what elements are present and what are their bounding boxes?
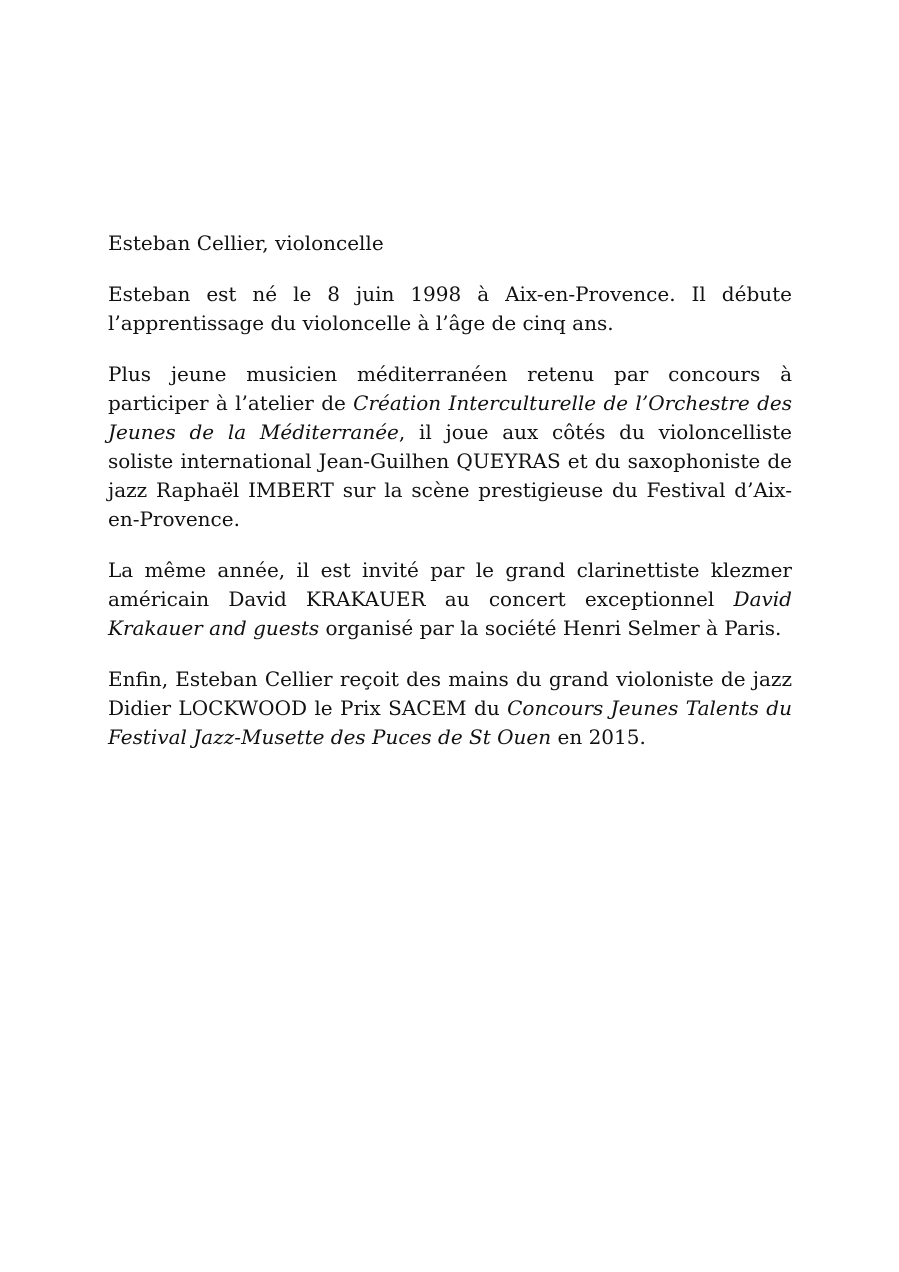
paragraph-text: Enfin, Esteban Cellier reçoit des mains du grand violoniste de jazz Didier LOCKWOOD le Prix SACEM du bbox=[108, 667, 792, 720]
paragraph-prize bbox=[108, 665, 792, 752]
italic-title-contest: Concours Jeunes Talents du Festival Jazz-Musette des Puces de St Ouen bbox=[108, 696, 792, 749]
document-title: Esteban Cellier, violoncelle bbox=[108, 231, 384, 255]
paragraph-text: organisé par la société Henri Selmer à Paris. bbox=[319, 616, 782, 640]
italic-title-concert: David Krakauer and guests bbox=[108, 587, 792, 640]
paragraph-text: Plus jeune musicien méditerranéen retenu par concours à participer à l’atelier de bbox=[108, 362, 792, 415]
paragraph-text: Esteban est né le 8 juin 1998 à Aix-en-Provence. Il débute l’apprentissage du violoncelle à l’âge de cinq ans. bbox=[108, 282, 792, 335]
paragraph-birth bbox=[108, 280, 792, 338]
paragraph-text: en 2015. bbox=[551, 725, 646, 749]
paragraph-text: La même année, il est invité par le grand clarinettiste klezmer américain David KRAKAUER au concert exceptionnel bbox=[108, 558, 792, 611]
paragraph-orchestra bbox=[108, 360, 792, 534]
paragraph-krakauer bbox=[108, 556, 792, 643]
italic-title-orchestra: Création Interculturelle de l’Orchestre des Jeunes de la Méditerranée bbox=[108, 391, 792, 444]
paragraph-text: , il joue aux côtés du violoncelliste soliste international Jean-Guilhen QUEYRAS et du saxophoniste de jazz Raphaël IMBERT sur la scène prestigieuse du Festival d’Aix-en-Provence. bbox=[108, 420, 793, 531]
document-body bbox=[108, 229, 792, 752]
